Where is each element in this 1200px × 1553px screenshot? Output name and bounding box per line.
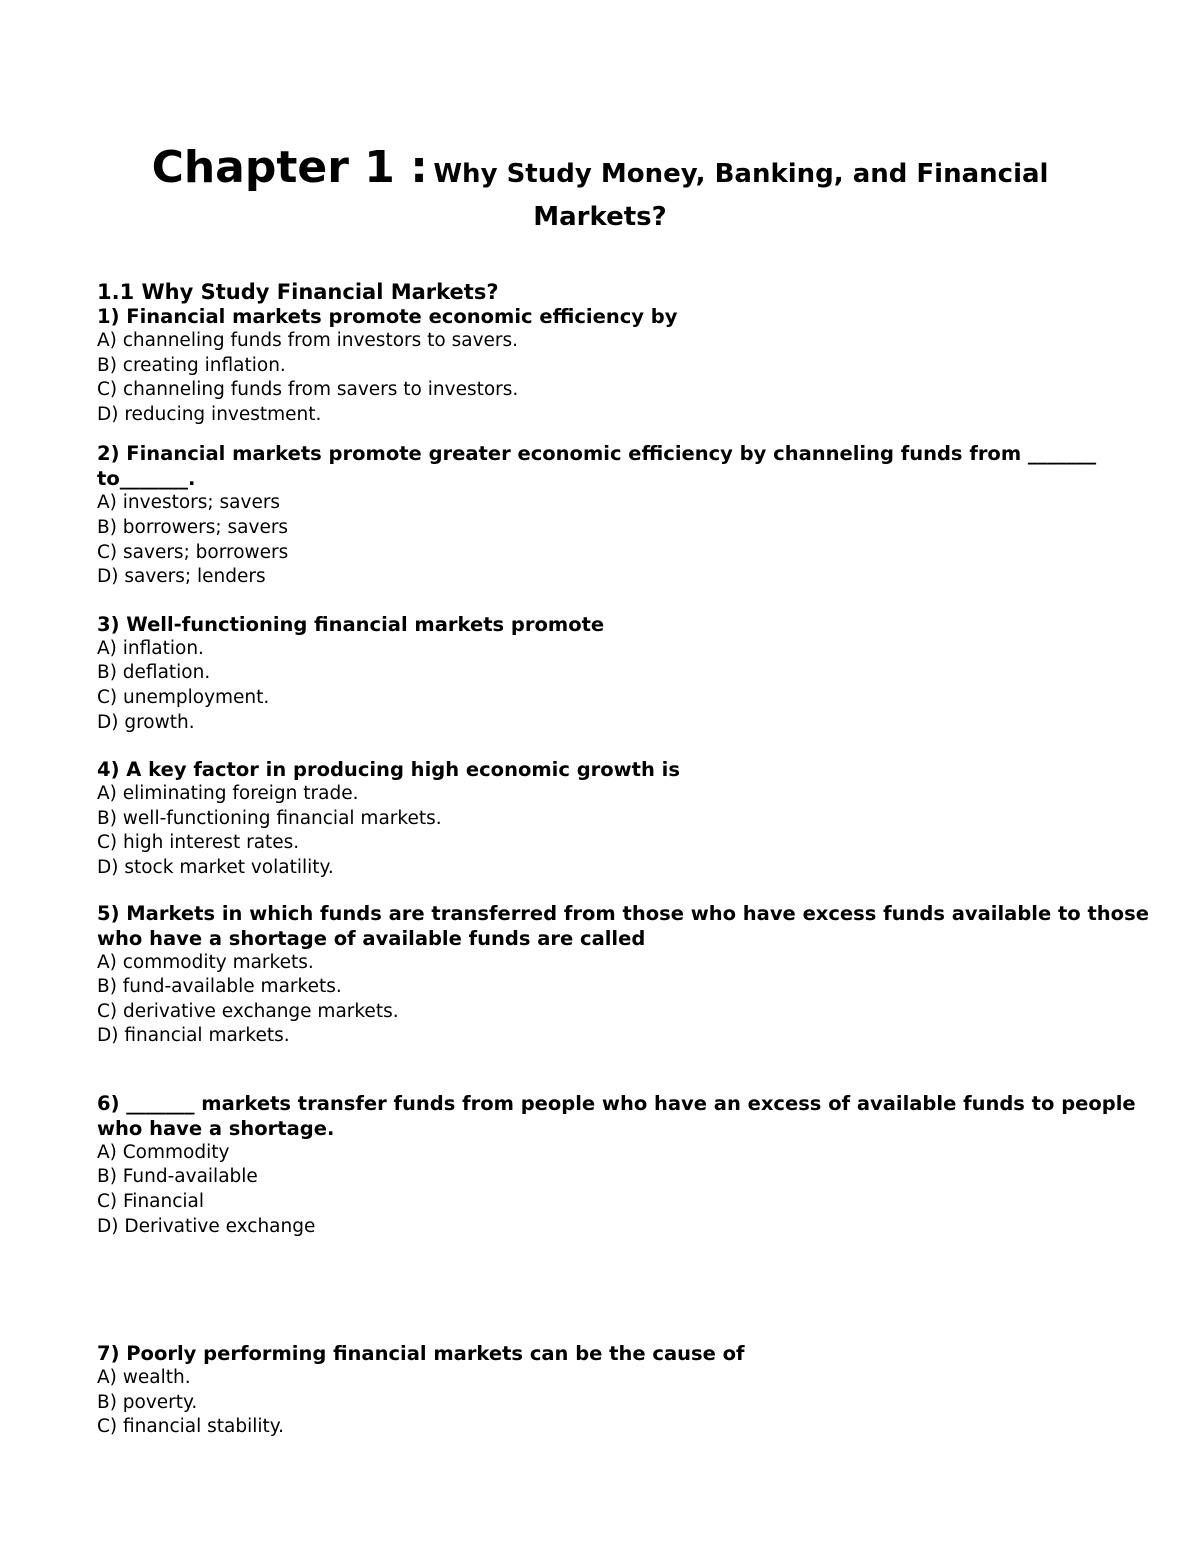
answer-option: C) financial stability. [97,1416,284,1438]
answer-option: B) borrowers; savers [97,516,289,538]
question-text: 6) _______ markets transfer funds from people who have an excess of available funds to people who have a shortage. [97,1091,1136,1140]
answer-option: B) poverty. [97,1391,198,1413]
question-text: 5) Markets in which funds are transferred from those who have excess funds available to those who have a shortage of available funds are called [97,901,1149,950]
answer-option: C) channeling funds from savers to investors. [97,379,519,401]
answer-option: C) unemployment. [97,686,270,708]
answer-option: D) reducing investment. [97,403,322,425]
answer-option: A) Commodity [97,1141,230,1163]
chapter-subtitle-continued: Markets? [533,202,667,232]
answer-option: D) stock market volatility. [97,856,334,878]
chapter-title [0,140,1200,233]
question-3 [97,612,1167,735]
answer-option: A) inflation. [97,637,204,659]
answer-option: A) commodity markets. [97,951,314,973]
question-1 [97,304,1167,427]
question-text: 4) A key factor in producing high economic growth is [97,758,680,782]
answer-option: A) channeling funds from investors to savers. [97,330,519,351]
answer-option: C) high interest rates. [97,832,300,854]
question-7 [97,1341,1167,1440]
answer-option: C) derivative exchange markets. [97,1000,399,1022]
answer-option: B) deflation. [97,662,211,684]
answer-option: A) wealth. [97,1367,191,1389]
chapter-number: Chapter 1 : [151,142,428,193]
question-text: 1) Financial markets promote economic efficiency by [97,305,678,328]
answer-option: B) well-functioning financial markets. [97,807,442,829]
answer-option: D) financial markets. [97,1025,290,1047]
section-heading: 1.1 Why Study Financial Markets? [97,280,499,304]
question-text: 7) Poorly performing financial markets can be the cause of [97,1342,745,1366]
question-6 [97,1091,1167,1239]
answer-option: D) savers; lenders [97,566,266,588]
question-text: 2) Financial markets promote greater economic efficiency by channeling funds from _______ to_______. [97,442,1097,491]
answer-option: B) creating inflation. [97,354,286,376]
answer-option: D) Derivative exchange [97,1215,316,1237]
question-text: 3) Well-functioning financial markets promote [97,612,605,636]
answer-option: B) fund-available markets. [97,976,342,998]
answer-option: A) investors; savers [97,492,281,514]
answer-option: A) eliminating foreign trade. [97,783,359,805]
question-4 [97,757,1167,880]
answer-option: C) savers; borrowers [97,541,289,563]
answer-option: D) growth. [97,711,195,733]
question-2 [97,441,1167,589]
question-list [97,278,1167,1440]
question-5 [97,901,1167,1049]
answer-option: C) Financial [97,1191,205,1213]
chapter-subtitle: Why Study Money, Banking, and Financial [433,159,1049,189]
answer-option: B) Fund-available [97,1166,258,1188]
